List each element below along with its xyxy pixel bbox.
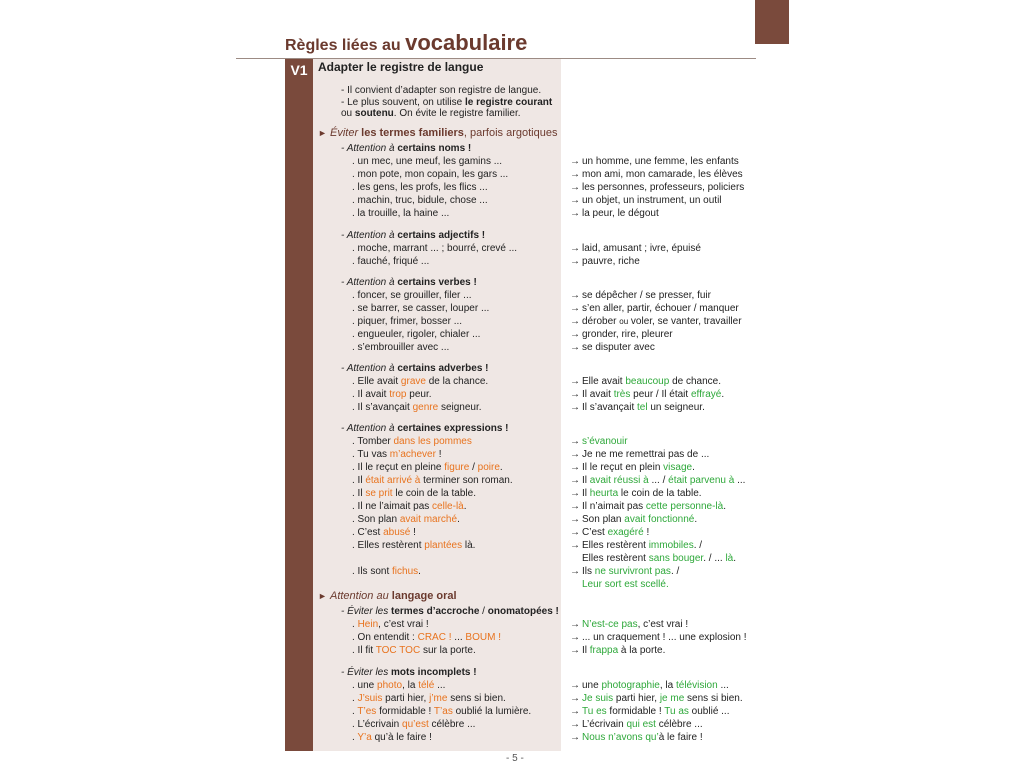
subheading-adverbs: - Attention à certains adverbes !: [341, 363, 489, 374]
rule-code: V1: [290, 62, 308, 78]
table-row: . fauché, friqué ... → pauvre, riche: [352, 256, 640, 267]
intro-text: - Il convient d’adapter son registre de langue. - Le plus souvent, on utilise le registre courant ou soutenu. On évite le registre familier.: [341, 85, 553, 120]
subheading-incomplete-words: - Éviter les mots incomplets !: [341, 667, 477, 678]
table-row: . Il le reçut en pleine figure / poire. → Il le reçut en plein visage.: [352, 462, 695, 473]
corner-tab: [755, 0, 789, 44]
table-row: . une photo, la télé ... → une photographie, la télévision ...: [352, 680, 729, 691]
table-row: . L’écrivain qu’est célèbre ... → L’écrivain qui est célèbre ...: [352, 719, 703, 730]
table-row: . Ils sont fichus. → Ils ne survivront pas. /: [352, 566, 680, 577]
table-row: . Il s’avançait genre seigneur. → Il s’avançait tel un seigneur.: [352, 402, 705, 413]
table-row: . Il était arrivé à terminer son roman. → Il avait réussi à ... / était parvenu à ...: [352, 475, 746, 486]
table-row: . mon pote, mon copain, les gars ... → mon ami, mon camarade, les élèves: [352, 169, 743, 180]
heading-familiar-terms: ► Éviter les termes familiers, parfois argotiques: [318, 127, 558, 139]
table-row: . se barrer, se casser, louper ... → s’en aller, partir, échouer / manquer: [352, 303, 739, 314]
table-row: . C’est abusé ! → C’est exagéré !: [352, 527, 650, 538]
table-row: . Son plan avait marché. → Son plan avait fonctionné.: [352, 514, 698, 525]
table-row: . engueuler, rigoler, chialer ... → gronder, rire, pleurer: [352, 329, 673, 340]
table-row: Elles restèrent sans bouger. / ... là.: [582, 553, 737, 564]
page-number: - 5 -: [506, 753, 524, 764]
table-row: . Tomber dans les pommes → s’évanouir: [352, 436, 628, 447]
table-row: . Y’a qu’à le faire ! → Nous n’avons qu’à le faire !: [352, 732, 703, 743]
subheading-adjectives: - Attention à certains adjectifs !: [341, 230, 486, 241]
table-row: . un mec, une meuf, les gamins ... → un homme, une femme, les enfants: [352, 156, 739, 167]
table-row: . Elle avait grave de la chance. → Elle avait beaucoup de chance.: [352, 376, 722, 387]
table-row: . On entendit : CRAC ! ... BOUM ! → ... un craquement ! ... une explosion !: [352, 632, 747, 643]
page-title: Règles liées au vocabulaire: [285, 30, 528, 55]
table-row: . Il se prit le coin de la table. → Il heurta le coin de la table.: [352, 488, 702, 499]
table-row: . les gens, les profs, les flics ... → les personnes, professeurs, policiers: [352, 182, 745, 193]
table-row: . T’es formidable ! T’as oublié la lumière. → Tu es formidable ! Tu as oublié ...: [352, 706, 730, 717]
section-title: Adapter le registre de langue: [318, 60, 484, 74]
table-row: . moche, marrant ... ; bourré, crevé ... → laid, amusant ; ivre, épuisé: [352, 243, 701, 254]
subheading-nouns: - Attention à certains noms !: [341, 143, 472, 154]
heading-oral-language: ► Attention au langage oral: [318, 590, 457, 602]
table-row: Leur sort est scellé.: [582, 579, 669, 590]
table-row: . s’embrouiller avec ... → se disputer avec: [352, 342, 655, 353]
table-row: . Il avait trop peur. → Il avait très peur / Il était effrayé.: [352, 389, 725, 400]
table-row: . Il fit TOC TOC sur la porte. → Il frappa à la porte.: [352, 645, 666, 656]
subheading-verbs: - Attention à certains verbes !: [341, 277, 477, 288]
table-row: . piquer, frimer, bosser ... → dérober ou voler, se vanter, travailler: [352, 316, 742, 327]
table-row: . foncer, se grouiller, filer ... → se dépêcher / se presser, fuir: [352, 290, 711, 301]
table-row: . Hein, c’est vrai ! → N’est-ce pas, c’est vrai !: [352, 619, 689, 630]
subheading-hooks-onomatopoeia: - Éviter les termes d’accroche / onomatopées !: [341, 606, 559, 617]
table-row: . Tu vas m’achever ! → Je ne me remettrai pas de ...: [352, 449, 710, 460]
table-row: . Elles restèrent plantées là. → Elles restèrent immobiles. /: [352, 540, 703, 551]
subheading-expressions: - Attention à certaines expressions !: [341, 423, 509, 434]
table-row: . J’suis parti hier, j’me sens si bien. → Je suis parti hier, je me sens si bien.: [352, 693, 743, 704]
table-row: . machin, truc, bidule, chose ... → un objet, un instrument, un outil: [352, 195, 722, 206]
table-row: . la trouille, la haine ... → la peur, le dégout: [352, 208, 659, 219]
table-row: . Il ne l’aimait pas celle-là. → Il n’aimait pas cette personne-là.: [352, 501, 726, 512]
